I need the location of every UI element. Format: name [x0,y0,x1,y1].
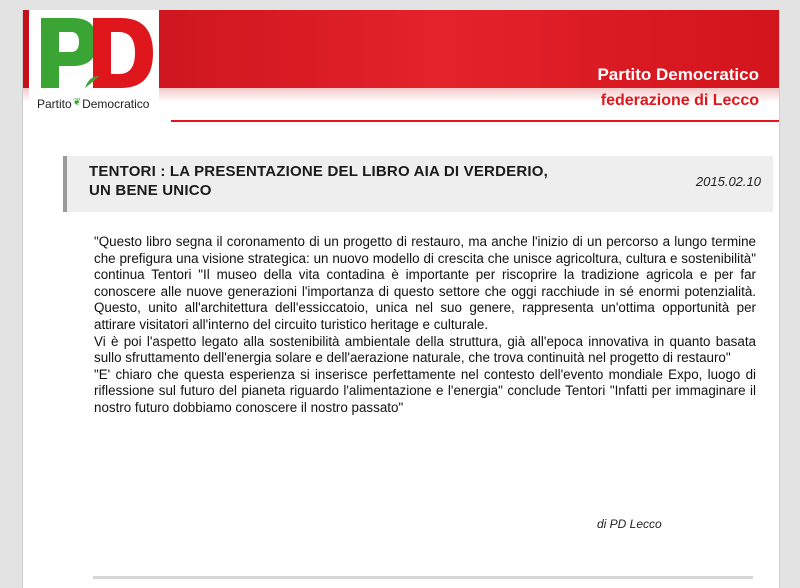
article-date: 2015.02.10 [695,174,761,189]
article-paragraph: "Questo libro segna il coronamento di un progetto di restauro, ma anche l'inizio di un percorso a lungo termine che prefigura una visione strategica: un nuovo modello di crescita che unisce agricoltura, cultura e sostenibilità" continua Tentori "Il museo della vita contadina è importante per riscoprire la tradizione agricola e per far conoscere alle nuove generazioni l'importanza di questo settore che oggi racchiude in sé enormi potenzialità. Questo, unito all'architettura dell'essiccatoio, unica nel suo genere, rappresenta un'ottima opportunità per attirare visitatori all'interno del circuito turistico heritage e culturale. [94,234,756,332]
article-title: TENTORI : LA PRESENTAZIONE DEL LIBRO AIA DI VERDERIO, UN BENE UNICO [89,163,548,199]
article-signature: di PD Lecco [597,517,662,531]
olive-leaf-icon: ❦ [72,97,82,108]
article-paragraph: Vi è poi l'aspetto legato alla sostenibilità ambientale della struttura, già all'epoca innovativa in quanto basata sullo sfruttamento dell'energia solare e dell'aerazione naturale, che trova continuità nel progetto di restauro" [94,333,756,366]
header-divider [171,120,780,122]
pd-logo-mark [29,10,159,96]
footer-divider [93,576,753,579]
article-paragraph: "E' chiaro che questa esperienza si inserisce perfettamente nel contesto dell'evento mondiale Expo, luogo di riflessione sul futuro del pianeta riguardo l'alimentazione e l'energia" conclude Tentori "Infatti per immaginare il nostro futuro dobbiamo conoscere il nostro passato" [94,366,756,415]
logo-word-left: Partito [37,97,72,111]
site-header [23,10,780,138]
article-body [94,234,756,417]
org-name: Partito Democratico [597,65,759,84]
org-federation: federazione di Lecco [600,92,759,109]
page [22,10,780,588]
article-title-bar [63,156,773,212]
pd-logo[interactable] [29,10,159,118]
logo-wordmark [37,97,149,111]
logo-word-right: Democratico [82,97,150,111]
